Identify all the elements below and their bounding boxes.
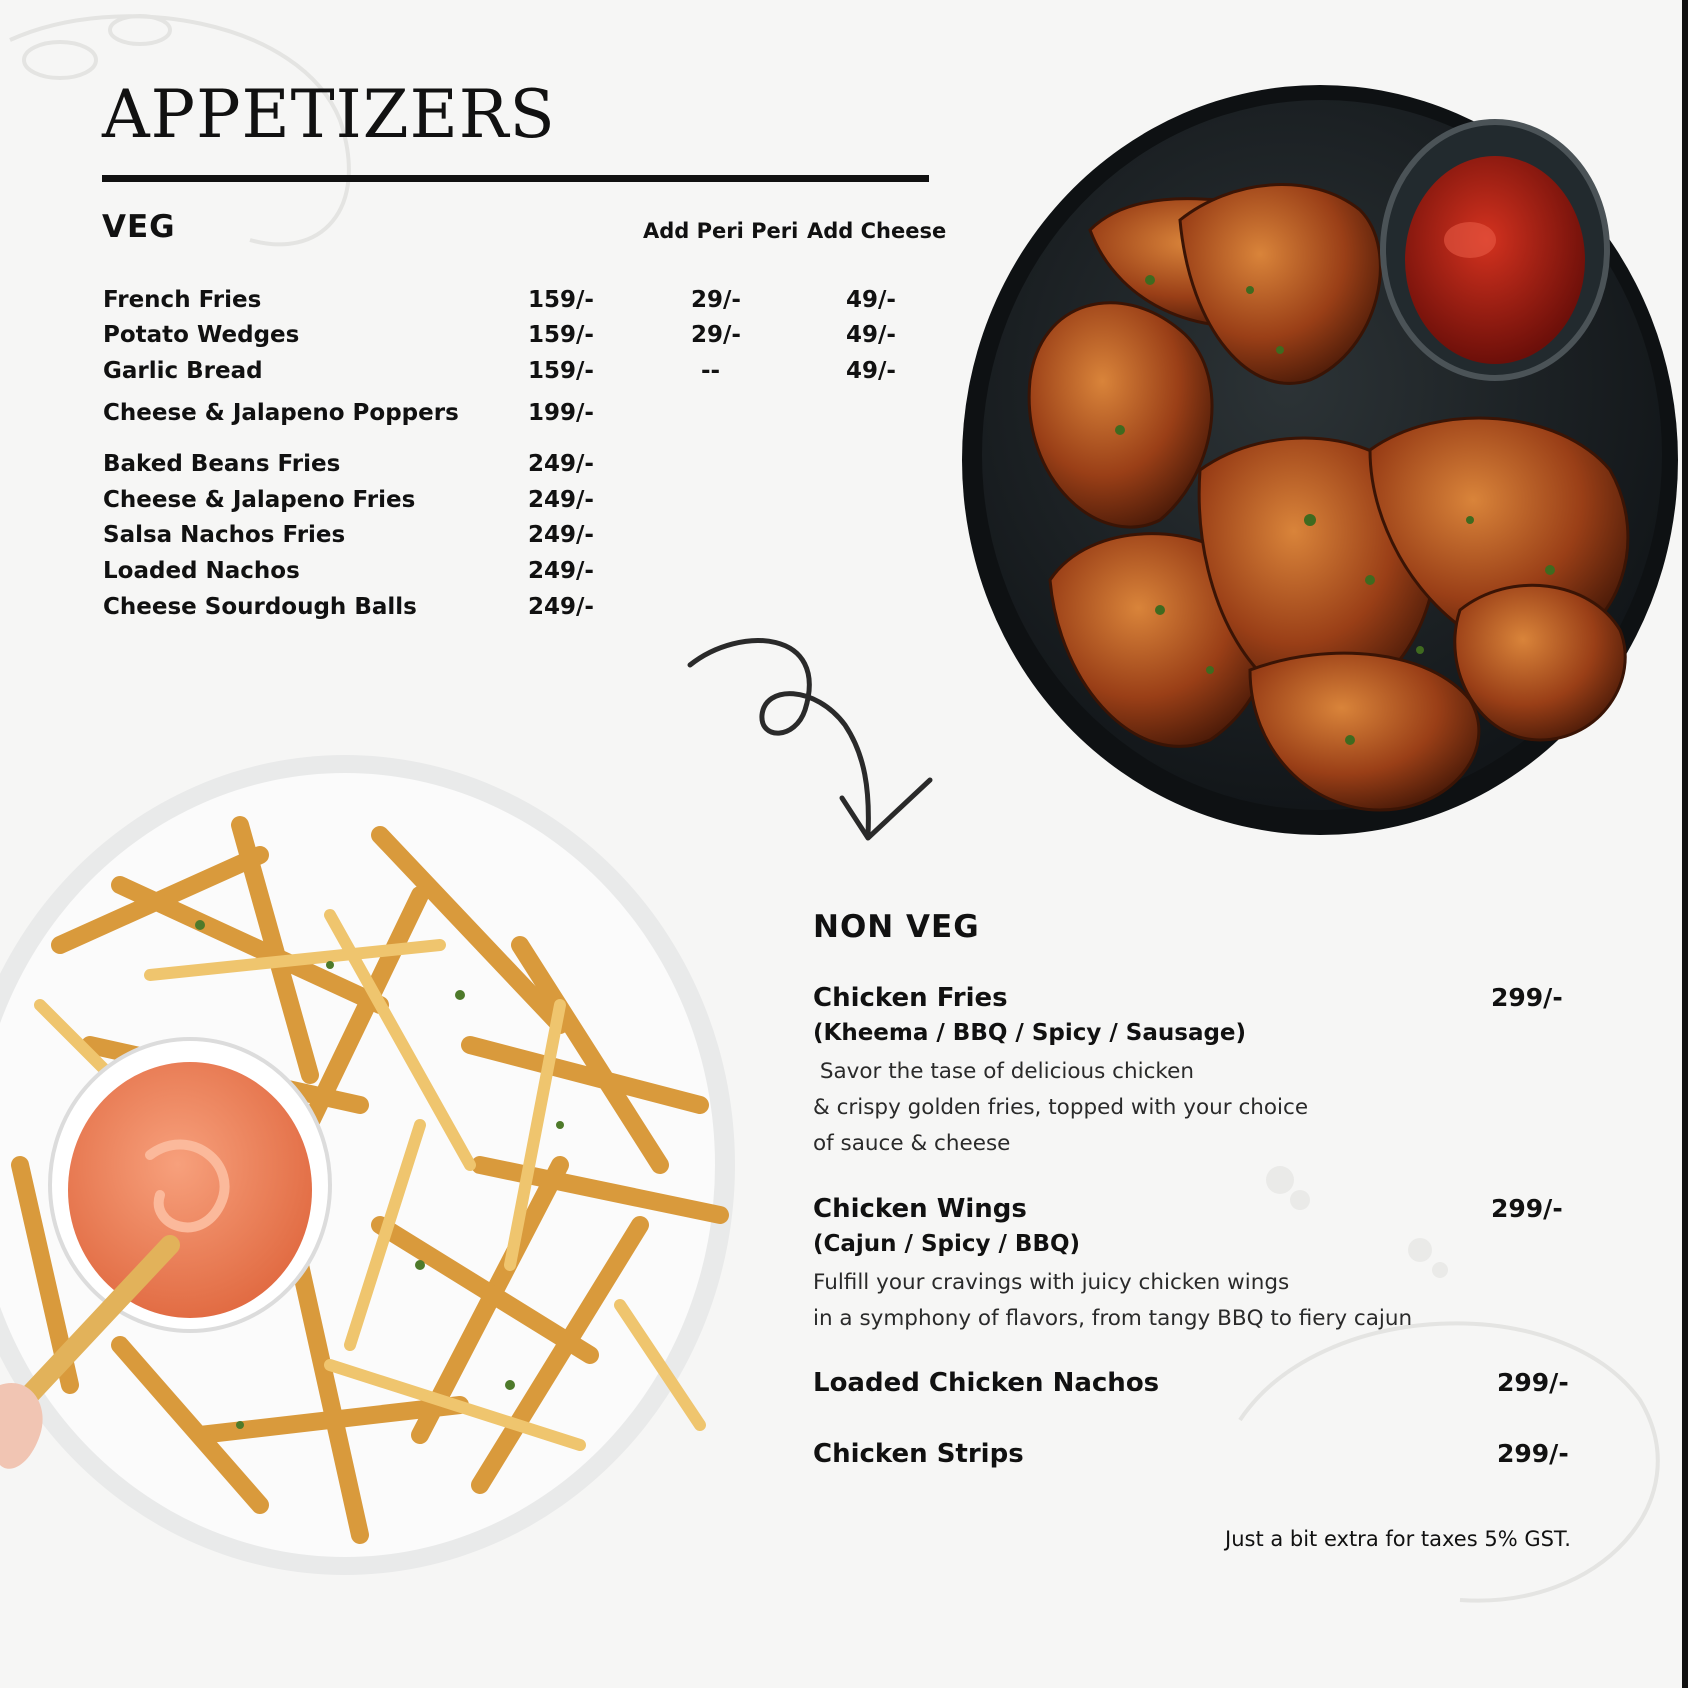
item-name: Chicken Strips: [813, 1439, 1024, 1469]
item-options: (Cajun / Spicy / BBQ): [813, 1231, 1081, 1257]
item-peri-price: --: [701, 358, 721, 384]
tax-footnote: Just a bit extra for taxes 5% GST.: [1225, 1527, 1571, 1551]
menu-item: [103, 556, 923, 586]
menu-item: [813, 1193, 1563, 1343]
item-options: (Kheema / BBQ / Spicy / Sausage): [813, 1020, 1247, 1046]
item-price: 159/-: [528, 358, 594, 384]
item-cheese-price: 49/-: [846, 287, 896, 313]
item-name: Baked Beans Fries: [103, 451, 341, 477]
menu-item: [103, 485, 923, 515]
menu-item: [103, 398, 923, 428]
item-peri-price: 29/-: [691, 322, 741, 348]
item-name: Loaded Chicken Nachos: [813, 1368, 1160, 1398]
page-title: APPETIZERS: [102, 76, 556, 153]
description-line: in a symphony of flavors, from tangy BBQ to fiery cajun: [813, 1306, 1413, 1331]
menu-item: [103, 592, 923, 622]
item-name: Potato Wedges: [103, 322, 300, 348]
item-name: Cheese Sourdough Balls: [103, 594, 417, 620]
item-price: 299/-: [1491, 983, 1563, 1012]
item-price: 299/-: [1491, 1194, 1563, 1223]
menu-item: [813, 982, 1563, 1162]
page-edge: [1682, 0, 1688, 1688]
item-name: Garlic Bread: [103, 358, 263, 384]
title-underline: [102, 175, 929, 182]
item-name: Chicken Fries: [813, 983, 1008, 1013]
veg-menu-list: [103, 285, 923, 625]
menu-item: [103, 356, 923, 386]
description-line: & crispy golden fries, topped with your choice: [813, 1095, 1309, 1120]
menu-item: [813, 1438, 1569, 1474]
item-price: 249/-: [528, 487, 594, 513]
item-price: 159/-: [528, 322, 594, 348]
menu-item: [103, 320, 923, 350]
item-price: 299/-: [1497, 1439, 1569, 1468]
item-name: Cheese & Jalapeno Fries: [103, 487, 416, 513]
item-price: 249/-: [528, 522, 594, 548]
item-price: 199/-: [528, 400, 594, 426]
menu-item: [103, 285, 923, 315]
menu-item: [813, 1367, 1569, 1403]
item-cheese-price: 49/-: [846, 358, 896, 384]
description-line: Savor the tase of delicious chicken: [813, 1059, 1194, 1084]
item-name: French Fries: [103, 287, 262, 313]
item-price: 249/-: [528, 451, 594, 477]
item-name: Loaded Nachos: [103, 558, 300, 584]
veg-heading: VEG: [102, 209, 176, 245]
item-description: [813, 1265, 1412, 1337]
col-header-peri-peri: Add Peri Peri: [643, 219, 799, 243]
item-price: 249/-: [528, 558, 594, 584]
item-cheese-price: 49/-: [846, 322, 896, 348]
item-description: [813, 1054, 1308, 1162]
non-veg-heading: NON VEG: [813, 909, 980, 945]
menu-item: [103, 449, 923, 479]
chicken-wings-photo: [950, 50, 1680, 870]
item-name: Chicken Wings: [813, 1194, 1027, 1224]
item-name: Salsa Nachos Fries: [103, 522, 346, 548]
col-header-cheese: Add Cheese: [807, 219, 947, 243]
description-line: Fulfill your cravings with juicy chicken wings: [813, 1270, 1290, 1295]
item-name: Cheese & Jalapeno Poppers: [103, 400, 459, 426]
menu-item: [103, 520, 923, 550]
description-line: of sauce & cheese: [813, 1131, 1011, 1156]
item-price: 249/-: [528, 594, 594, 620]
item-price: 299/-: [1497, 1368, 1569, 1397]
item-peri-price: 29/-: [691, 287, 741, 313]
item-price: 159/-: [528, 287, 594, 313]
french-fries-photo: [0, 745, 760, 1595]
